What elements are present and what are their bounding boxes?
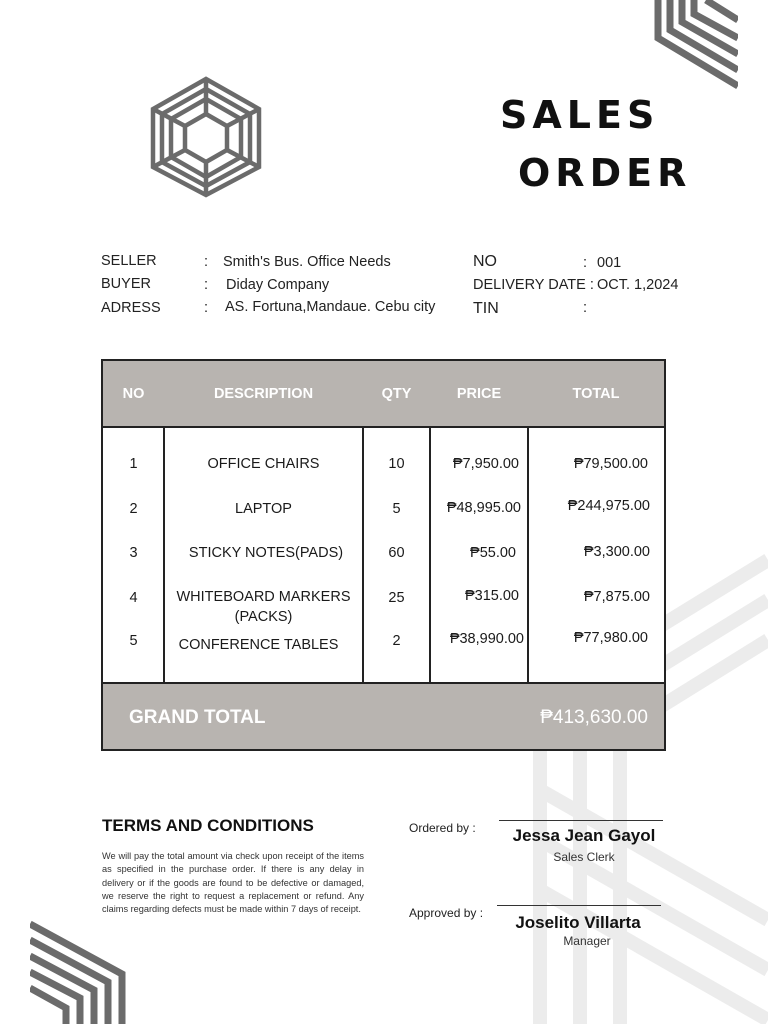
row-description: CONFERENCE TABLES bbox=[178, 637, 339, 653]
signature-line bbox=[499, 820, 663, 821]
row-price: ₱38,990.00 bbox=[449, 631, 524, 647]
row-total: ₱3,300.00 bbox=[583, 544, 650, 560]
address-separator: : bbox=[204, 300, 209, 316]
row-no: 1 bbox=[129, 456, 138, 472]
approved-by-role: Manager bbox=[563, 934, 611, 948]
delivery-date-label: DELIVERY DATE : bbox=[473, 277, 594, 293]
grand-total-value: ₱413,630.00 bbox=[540, 707, 648, 728]
seller-value: Smith's Bus. Office Needs bbox=[223, 254, 391, 270]
header-price: PRICE bbox=[456, 386, 502, 402]
order-no-value: 001 bbox=[597, 255, 622, 271]
row-no: 4 bbox=[129, 590, 138, 606]
row-description-line-1: WHITEBOARD MARKERS bbox=[176, 589, 351, 605]
row-description: OFFICE CHAIRS bbox=[207, 456, 320, 472]
header-total: TOTAL bbox=[572, 386, 620, 402]
delivery-date-value: OCT. 1,2024 bbox=[597, 277, 679, 293]
header-description: DESCRIPTION bbox=[213, 386, 314, 402]
address-value: AS. Fortuna,Mandaue. Cebu city bbox=[225, 299, 436, 315]
buyer-label: BUYER bbox=[101, 276, 151, 292]
row-no: 5 bbox=[129, 633, 138, 649]
row-no: 2 bbox=[129, 501, 138, 517]
hexagon-stripes-logo bbox=[150, 76, 262, 198]
row-qty: 5 bbox=[392, 501, 401, 517]
ordered-by-label: Ordered by : bbox=[409, 821, 476, 835]
ordered-by-name: Jessa Jean Gayol bbox=[512, 826, 656, 845]
row-qty: 2 bbox=[392, 633, 401, 649]
row-total: ₱244,975.00 bbox=[567, 498, 650, 514]
terms-heading: TERMS AND CONDITIONS bbox=[102, 816, 314, 835]
seller-separator: : bbox=[204, 254, 209, 270]
row-price: ₱55.00 bbox=[470, 545, 516, 561]
row-description-line-2: (PACKS) bbox=[234, 609, 293, 625]
row-qty: 10 bbox=[388, 456, 405, 472]
row-description: STICKY NOTES(PADS) bbox=[188, 545, 344, 561]
tin-separator: : bbox=[583, 300, 588, 316]
grand-total-label: GRAND TOTAL bbox=[129, 707, 266, 728]
grand-total-row bbox=[103, 682, 664, 749]
buyer-value: Diday Company bbox=[226, 277, 330, 293]
row-price: ₱315.00 bbox=[464, 588, 519, 604]
diagonal-stripes-decoration bbox=[30, 918, 126, 1024]
seller-label: SELLER bbox=[101, 253, 157, 269]
diagonal-stripes-decoration bbox=[648, 0, 738, 92]
row-no: 3 bbox=[129, 545, 138, 561]
document-title-line-2: ORDER bbox=[518, 151, 692, 195]
row-total: ₱79,500.00 bbox=[573, 456, 648, 472]
buyer-separator: : bbox=[204, 277, 209, 293]
row-price: ₱48,995.00 bbox=[446, 500, 521, 516]
address-label: ADRESS bbox=[101, 300, 161, 316]
items-table bbox=[101, 359, 666, 751]
row-total: ₱7,875.00 bbox=[583, 589, 650, 605]
signature-line bbox=[497, 905, 661, 906]
row-price: ₱7,950.00 bbox=[452, 456, 519, 472]
table-header bbox=[103, 361, 664, 428]
tin-label: TIN bbox=[473, 300, 499, 317]
header-no: NO bbox=[122, 386, 145, 402]
order-no-separator: : bbox=[583, 255, 588, 271]
row-description: LAPTOP bbox=[235, 501, 292, 517]
approved-by-name: Joselito Villarta bbox=[515, 913, 641, 932]
row-qty: 25 bbox=[388, 590, 405, 606]
document-title-line-1: SALES bbox=[500, 93, 660, 137]
row-total: ₱77,980.00 bbox=[573, 630, 648, 646]
header-qty: QTY bbox=[381, 386, 412, 402]
terms-body: We will pay the total amount via check upon receipt of the items as specified in the purchase order. If there is any delay in delivery or if the goods are found to be defective or damaged, we reserve the right to request a replacement or refund. Any claims regarding defects must be made within 7 days of receipt. bbox=[102, 851, 364, 915]
approved-by-label: Approved by : bbox=[409, 906, 484, 920]
order-no-label: NO bbox=[473, 253, 497, 270]
row-qty: 60 bbox=[388, 545, 405, 561]
ordered-by-role: Sales Clerk bbox=[553, 850, 615, 864]
